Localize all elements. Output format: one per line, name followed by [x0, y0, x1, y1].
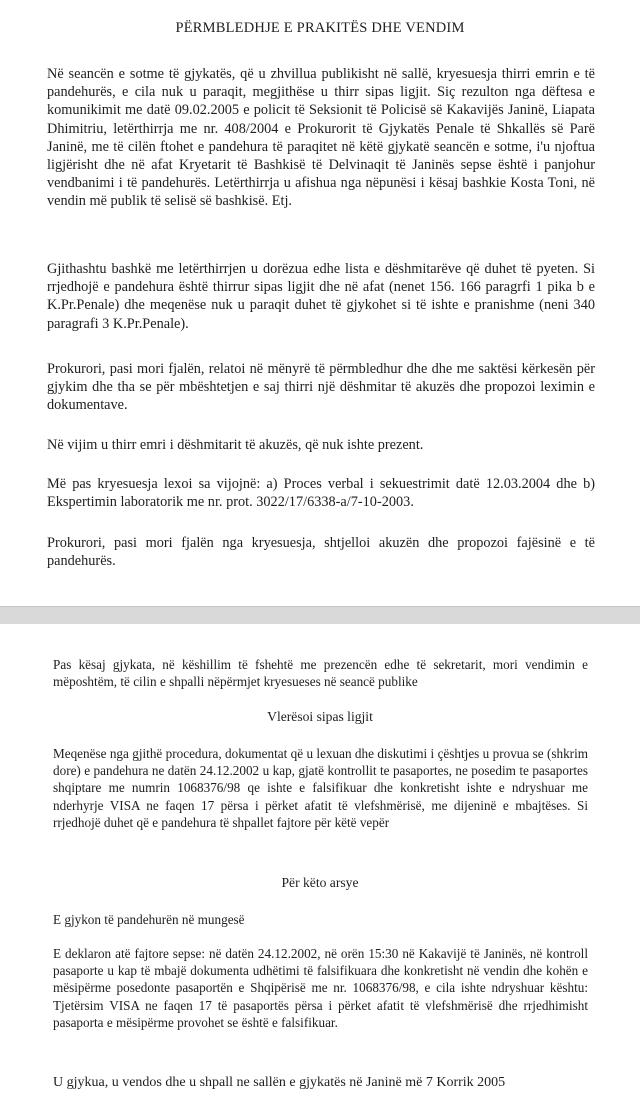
closing-line: U gjykua, u vendos dhe u shpall ne sallën e gjykatës në Janinë më 7 Korrik 2005 [53, 1075, 506, 1090]
paragraph-prosecutor-request: Prokurori, pasi mori fjalën, relatoi në mënyrë të përmbledhur dhe dhe me saktësi kërkesën për gjykim dhe tha se për mbështetjen e saj thirri një dëshmitar të akuzës dhe propozoi leximin e dokumentave. [47, 361, 595, 414]
page-title: PËRMBLEDHJE E PRAKITËS DHE VENDIM [175, 20, 465, 36]
paragraph-assessment: Meqenëse nga gjithë procedura, dokumentat që u lexuan dhe diskutimi i çështjes u provua se (shkrim dore) e pandehura ne datën 24.12.2002 u kap, gjatë kontrollit te pasaportes, ne posedim te pasaportes shqiptare me numrin 1068376/98 qe ishte e falsifikuar dhe konkretisht ishte e ndryshuar me nderhyrje VISA ne faqen 17 përsa i përket afatit të vlefshmërisë, me dijeninë e mbajtëses. Si rrjedhojë duhet që e pandehura të shpallet fajtore për këtë vepër [53, 746, 588, 830]
page-separator [0, 606, 640, 626]
paragraph-witness-absent: Në vijim u thirr emri i dëshmitarit të akuzës, që nuk ishte prezent. [47, 437, 424, 453]
paragraph-verdict: E deklaron atë fajtore sepse: në datën 24.12.2002, në orën 15:30 në Kakavijë të Janinës, në kontroll pasaporte u kap të mbajë dokumenta udhëtimi të falsifikuara dhe konkretisht në vendin dhe kohën e mësipërme posedonte pasaportën e Shqipërisë me nr. 1068376/98, e cila ishte ndryshuar kështu: Tjetërsim VISA ne faqen 17 të pasaportës përsa i përket afatit të vlefshmërisë dhe rrjedhimisht pasaporta e mësipërme provohet se është e falsifikuar. [53, 946, 588, 1030]
paragraph-witness-list: Gjithashtu bashkë me letërthirrjen u dorëzua edhe lista e dëshmitarëve që duhet të pyeten. Si rrjedhojë e pandehura është thirrur sipas ligjit dhe në afat (nenet 156. 166 paragrfi 1 pika b e K.Pr.Penale) dhe meqenëse nuk u paraqit duhet të gjykohet si të ishte e pranishme (neni 340 paragrafi 3 K.Pr.Penale). [47, 261, 595, 332]
paragraph-judgment-in-absentia: E gjykon të pandehurën në mungesë [53, 912, 245, 927]
paragraph-hearing: Në seancën e sotme të gjykatës, që u zhvillua publikisht në sallë, kryesuesja thirri emrin e të pandehurës, e cila nuk u paraqit, megjithëse u thirr sipas ligjit. Siç rezulton nga dëftesa e komunikimit me datë 09.02.2005 e policit të Seksionit të Policisë së Kakavijës Janinë, Liapata Dhimitriu, letërthirrja me nr. 408/2004 e Prokurorit të Gjykatës Penale të Shkallës së Parë Janinë, me të cilën ftohet e pandehura të paraqitet në këtë gjykatë seancën e sotme, i'u njoftua ligjërisht dhe në afat Kryetarit të Bashkisë të Delvinaqit të Janinës sepse është i panjohur vendbanimi i të pandehurës. Letërthirrja u afishua nga nëpunësi i kësaj bashkie Kosta Toni, në vendin më publik të selisë së bashkisë. Etj. [47, 66, 595, 210]
paragraph-deliberation: Pas kësaj gjykata, në këshillim të fshehtë me prezencën edhe të sekretarit, mori vendimin e mëposhtëm, të cilin e shpalli nëpërmjet kryesueses në seancë publike [53, 657, 588, 690]
heading-assessment: Vlerësoi sipas ligjit [267, 709, 373, 724]
paragraph-documents-read: Më pas kryesuesja lexoi sa vijojnë: a) Proces verbal i sekuestrimit datë 12.03.2004 dhe b) Ekspertimin laboratorik me nr. prot. 3022/17/6338-a/7-10-2003. [47, 476, 595, 511]
document-page-2 [0, 624, 640, 1103]
heading-reasons: Për këto arsye [281, 875, 359, 890]
paragraph-prosecutor-conclusion: Prokurori, pasi mori fjalën nga kryesuesja, shtjelloi akuzën dhe propozoi fajësinë e të pandehurës. [47, 535, 595, 570]
